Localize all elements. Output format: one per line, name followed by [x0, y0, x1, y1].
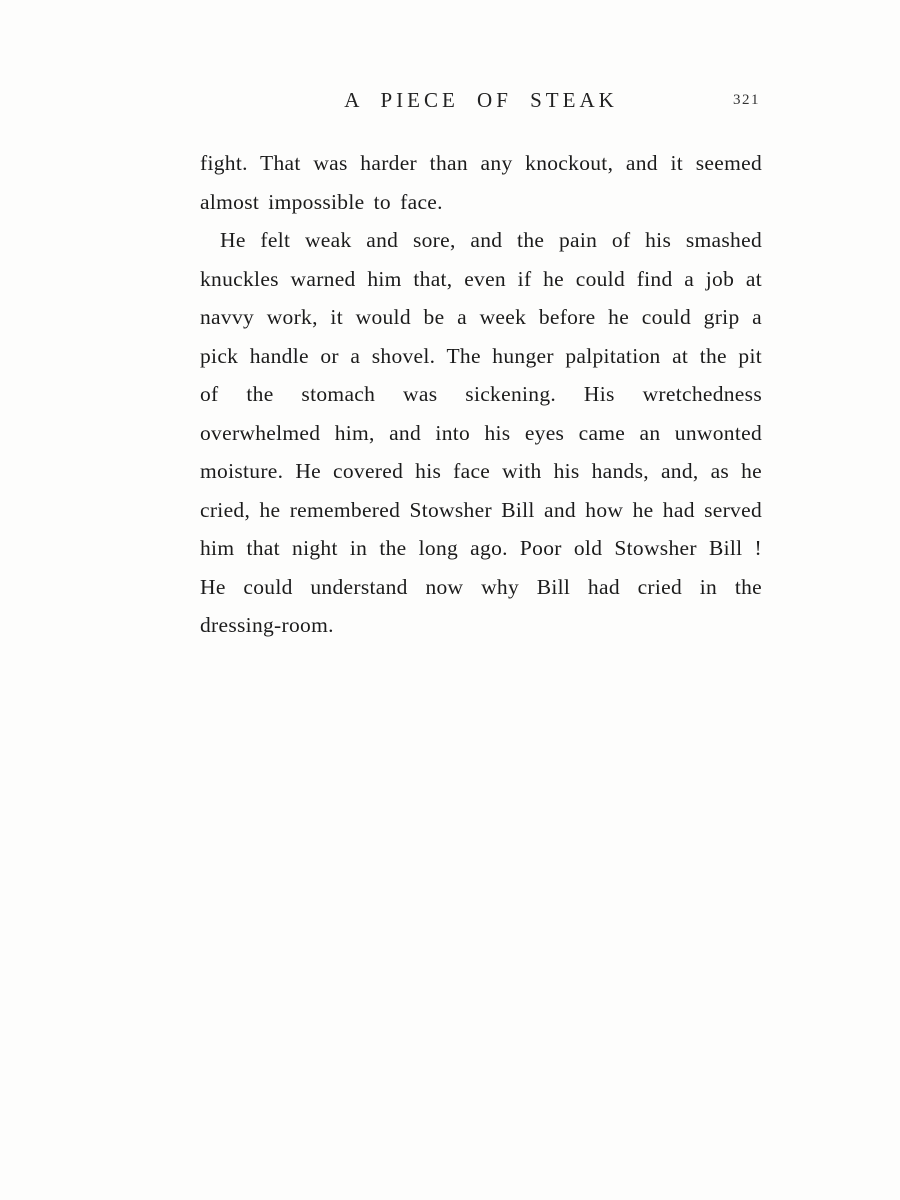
paragraph-main: He felt weak and sore, and the pain of his smashed knuckles warned him that, even if he could find a job at navvy work, it would be a week before he could grip a pick handle or a shovel. The hunger palpitation at the pit of the stomach was sickening. His wretchedness overwhelmed him, and into his eyes came an unwonted moisture. He covered his face with his hands, and, as he cried, he remembered Stowsher Bill and how he had served him that night in the long ago. Poor old Stowsher Bill ! He could understand now why Bill had cried in the dressing-room.	[200, 228, 762, 637]
paragraph-continuation: fight. That was harder than any knockout, and it seemed almost impossible to face.	[200, 151, 762, 214]
page-title: A PIECE OF STEAK	[344, 88, 618, 112]
text-block	[200, 88, 762, 645]
page-number: 321	[733, 92, 760, 108]
running-header	[200, 88, 762, 124]
body-text	[200, 144, 762, 645]
